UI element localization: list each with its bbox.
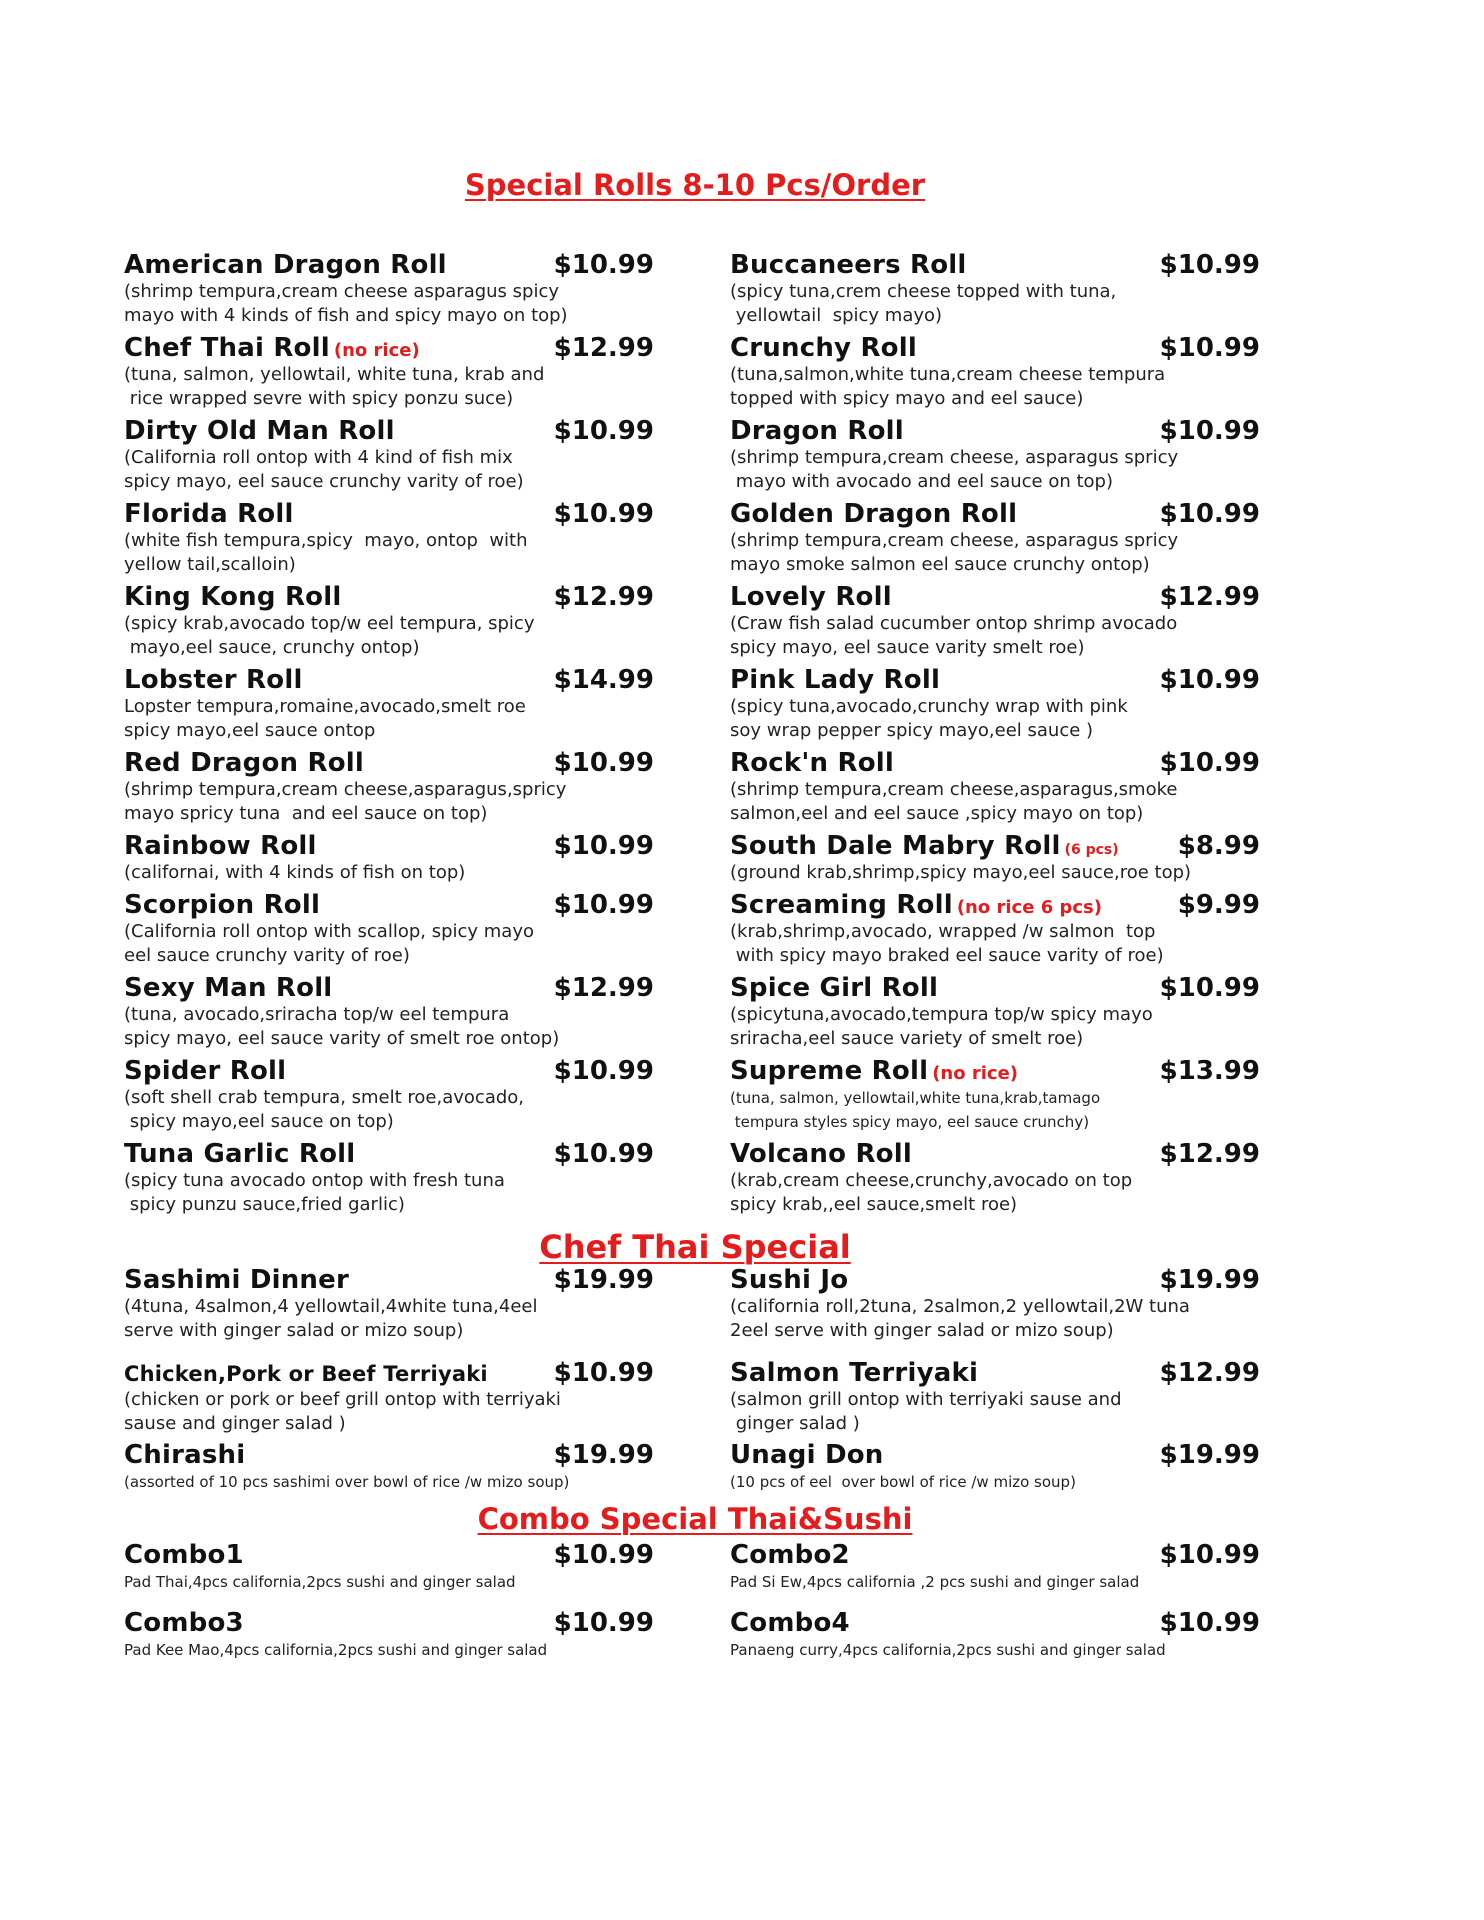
menu-item <box>730 1358 1260 1440</box>
menu-item-title <box>124 748 364 778</box>
item-price: $10.99 <box>553 499 654 529</box>
item-description: (spicy tuna,avocado,crunchy wrap with pink soy wrap pepper spicy mayo,eel sauce ) <box>730 696 1128 741</box>
item-name: Sushi Jo <box>730 1265 849 1295</box>
menu-item-header <box>730 1139 1260 1169</box>
item-description: (california roll,2tuna, 2salmon,2 yellowtail,2W tuna 2eel serve with ginger salad or mizo soup) <box>730 1296 1190 1341</box>
menu-item <box>730 582 1260 665</box>
menu-item <box>124 831 654 890</box>
item-name: Chicken,Pork or Beef Terriyaki <box>124 1362 488 1386</box>
item-name: Chef Thai Roll <box>124 333 330 363</box>
menu-item-header <box>124 250 654 280</box>
item-description: Pad Si Ew,4pcs california ,2 pcs sushi and ginger salad <box>730 1573 1140 1591</box>
item-name: Salmon Terriyaki <box>730 1358 979 1388</box>
item-name: Combo3 <box>124 1608 244 1638</box>
item-note: (no rice 6 pcs) <box>956 897 1102 918</box>
item-note: (no rice) <box>333 340 420 361</box>
menu-item-header <box>124 890 654 920</box>
menu-item <box>730 665 1260 748</box>
item-description: (spicy tuna avocado ontop with fresh tuna spicy punzu sauce,fried garlic) <box>124 1170 505 1215</box>
menu-item <box>730 250 1260 333</box>
menu-item <box>124 333 654 416</box>
menu-item <box>124 250 654 333</box>
chef-special-right-column <box>730 1265 1260 1500</box>
menu-item-title <box>730 416 904 446</box>
item-description: (Craw fish salad cucumber ontop shrimp avocado spicy mayo, eel sauce varity smelt roe) <box>730 613 1178 658</box>
menu-item <box>730 1608 1260 1668</box>
item-description: (spicytuna,avocado,tempura top/w spicy mayo sriracha,eel sauce variety of smelt roe) <box>730 1004 1153 1049</box>
menu-item <box>730 1265 1260 1358</box>
item-description: (californai, with 4 kinds of fish on top) <box>124 862 466 883</box>
menu-item <box>730 748 1260 831</box>
menu-item-header <box>124 333 654 363</box>
menu-item-header <box>730 250 1260 280</box>
menu-item-title <box>124 1608 244 1638</box>
menu-item <box>124 1440 654 1500</box>
item-price: $10.99 <box>1159 333 1260 363</box>
menu-item-title <box>124 890 320 920</box>
menu-item <box>124 1056 654 1139</box>
item-name: Rainbow Roll <box>124 831 317 861</box>
menu-item-title <box>124 1139 355 1169</box>
menu-item <box>730 1139 1260 1222</box>
item-note: (6 pcs) <box>1064 842 1119 858</box>
item-name: American Dragon Roll <box>124 250 447 280</box>
menu-item-header <box>730 1265 1260 1295</box>
menu-item-title <box>730 1540 850 1570</box>
menu-item-header <box>730 1056 1260 1086</box>
item-description: (shrimp tempura,cream cheese, asparagus spricy mayo with avocado and eel sauce on top) <box>730 447 1179 492</box>
menu-item-header <box>124 973 654 1003</box>
menu-item-header <box>124 1056 654 1086</box>
menu-item-title <box>124 665 303 695</box>
menu-item-header <box>124 582 654 612</box>
item-description: (chicken or pork or beef grill ontop with terriyaki sause and ginger salad ) <box>124 1389 561 1434</box>
menu-item <box>124 1358 654 1440</box>
menu-item-header <box>124 665 654 695</box>
item-price: $10.99 <box>553 831 654 861</box>
menu-item-header <box>124 748 654 778</box>
item-price: $10.99 <box>553 1139 654 1169</box>
item-description: (tuna, salmon, yellowtail, white tuna, krab and rice wrapped sevre with spicy ponzu suce) <box>124 364 545 409</box>
item-name: Lobster Roll <box>124 665 303 695</box>
item-description: (10 pcs of eel over bowl of rice /w mizo soup) <box>730 1473 1076 1491</box>
item-description: (shrimp tempura,cream cheese, asparagus spricy mayo smoke salmon eel sauce crunchy ontop) <box>730 530 1179 575</box>
item-description: (spicy tuna,crem cheese topped with tuna, yellowtail spicy mayo) <box>730 281 1117 326</box>
item-name: Chirashi <box>124 1440 246 1470</box>
menu-item-title <box>124 1440 245 1470</box>
item-price: $10.99 <box>1159 1540 1260 1570</box>
menu-item-title <box>730 499 1017 529</box>
item-name: Dragon Roll <box>730 416 904 446</box>
menu-item-title <box>124 250 447 280</box>
item-name: Combo2 <box>730 1540 850 1570</box>
item-description: (tuna, salmon, yellowtail,white tuna,krab,tamago tempura styles spicy mayo, eel sauce crunchy) <box>730 1089 1101 1131</box>
special-rolls-right-column <box>730 250 1260 1222</box>
item-name: Golden Dragon Roll <box>730 499 1018 529</box>
special-rolls-heading: Special Rolls 8-10 Pcs/Order <box>464 168 926 202</box>
menu-item-header <box>730 1608 1260 1638</box>
menu-item-title <box>124 333 420 363</box>
item-description: Pad Kee Mao,4pcs california,2pcs sushi and ginger salad <box>124 1641 548 1659</box>
menu-item-header <box>730 416 1260 446</box>
menu-item-title <box>124 499 294 529</box>
item-price: $10.99 <box>553 416 654 446</box>
menu-item-header <box>124 1440 654 1470</box>
item-description: (tuna, avocado,sriracha top/w eel tempura spicy mayo, eel sauce varity of smelt roe ontop) <box>124 1004 560 1049</box>
item-price: $12.99 <box>1159 582 1260 612</box>
item-name: Crunchy Roll <box>730 333 917 363</box>
item-description: (white fish tempura,spicy mayo, ontop with yellow tail,scalloin) <box>124 530 528 575</box>
menu-item-title <box>730 1265 848 1295</box>
menu-item <box>730 1056 1260 1139</box>
item-price: $19.99 <box>553 1265 654 1295</box>
menu-item-header <box>730 665 1260 695</box>
item-price: $10.99 <box>1159 748 1260 778</box>
menu-item <box>124 665 654 748</box>
item-price: $12.99 <box>553 973 654 1003</box>
item-price: $12.99 <box>1159 1358 1260 1388</box>
item-name: Sashimi Dinner <box>124 1265 349 1295</box>
menu-item-title <box>730 831 1119 861</box>
item-price: $12.99 <box>553 582 654 612</box>
menu-item-title <box>730 582 892 612</box>
combo-special-heading: Combo Special Thai&Sushi <box>477 1502 913 1536</box>
item-price: $10.99 <box>1159 1608 1260 1638</box>
item-description: (ground krab,shrimp,spicy mayo,eel sauce,roe top) <box>730 862 1192 883</box>
item-price: $19.99 <box>1159 1440 1260 1470</box>
item-description: (krab,cream cheese,crunchy,avocado on top spicy krab,,eel sauce,smelt roe) <box>730 1170 1133 1215</box>
menu-item-title <box>124 1540 244 1570</box>
item-name: Pink Lady Roll <box>730 665 941 695</box>
item-price: $10.99 <box>553 1608 654 1638</box>
item-price: $12.99 <box>553 333 654 363</box>
item-name: Buccaneers Roll <box>730 250 967 280</box>
menu-item-title <box>730 665 940 695</box>
item-price: $13.99 <box>1159 1056 1260 1086</box>
item-name: Combo1 <box>124 1540 244 1570</box>
menu-item <box>730 1540 1260 1608</box>
menu-item-header <box>124 1265 654 1295</box>
menu-item <box>730 333 1260 416</box>
item-description: (krab,shrimp,avocado, wrapped /w salmon top with spicy mayo braked eel sauce varity of roe) <box>730 921 1164 966</box>
item-name: Volcano Roll <box>730 1139 912 1169</box>
item-price: $10.99 <box>1159 973 1260 1003</box>
menu-item-title <box>730 973 938 1003</box>
menu-item-title <box>730 1056 1018 1086</box>
item-price: $10.99 <box>553 1358 654 1388</box>
menu-item-title <box>124 582 341 612</box>
item-price: $10.99 <box>553 890 654 920</box>
item-price: $19.99 <box>1159 1265 1260 1295</box>
menu-item <box>124 1608 654 1668</box>
item-price: $9.99 <box>1177 890 1260 920</box>
menu-item-header <box>124 831 654 861</box>
item-name: King Kong Roll <box>124 582 342 612</box>
menu-item-title <box>730 1608 850 1638</box>
item-description: (salmon grill ontop with terriyaki sause and ginger salad ) <box>730 1389 1122 1434</box>
menu-item <box>730 416 1260 499</box>
menu-item-title <box>124 831 317 861</box>
menu-item-header <box>124 1139 654 1169</box>
item-price: $10.99 <box>1159 665 1260 695</box>
item-price: $12.99 <box>1159 1139 1260 1169</box>
item-description: (assorted of 10 pcs sashimi over bowl of rice /w mizo soup) <box>124 1473 570 1491</box>
menu-item-title <box>730 1139 912 1169</box>
menu-item-header <box>124 1608 654 1638</box>
combo-left-column <box>124 1540 654 1668</box>
menu-item-title <box>730 1358 978 1388</box>
item-name: Tuna Garlic Roll <box>124 1139 356 1169</box>
menu-item-header <box>730 973 1260 1003</box>
menu-item <box>124 973 654 1056</box>
item-description: (California roll ontop with 4 kind of fish mix spicy mayo, eel sauce crunchy varity of roe) <box>124 447 524 492</box>
menu-item <box>124 1540 654 1608</box>
menu-item <box>730 973 1260 1056</box>
item-description: (soft shell crab tempura, smelt roe,avocado, spicy mayo,eel sauce on top) <box>124 1087 525 1132</box>
menu-item-title <box>124 1056 286 1086</box>
menu-item-header <box>730 333 1260 363</box>
item-description: (4tuna, 4salmon,4 yellowtail,4white tuna,4eel serve with ginger salad or mizo soup) <box>124 1296 538 1341</box>
item-price: $10.99 <box>553 1540 654 1570</box>
item-name: South Dale Mabry Roll <box>730 831 1061 861</box>
item-description: Lopster tempura,romaine,avocado,smelt roe spicy mayo,eel sauce ontop <box>124 696 526 741</box>
item-description: (shrimp tempura,cream cheese,asparagus,spricy mayo spricy tuna and eel sauce on top) <box>124 779 567 824</box>
item-description: (tuna,salmon,white tuna,cream cheese tempura topped with spicy mayo and eel sauce) <box>730 364 1166 409</box>
item-name: Spider Roll <box>124 1056 287 1086</box>
menu-item <box>124 890 654 973</box>
menu-item <box>124 748 654 831</box>
menu-item-header <box>730 1540 1260 1570</box>
item-price: $10.99 <box>553 1056 654 1086</box>
menu-item-title <box>124 1362 488 1386</box>
menu-item <box>730 499 1260 582</box>
item-description: Pad Thai,4pcs california,2pcs sushi and ginger salad <box>124 1573 516 1591</box>
item-price: $10.99 <box>1159 416 1260 446</box>
menu-item-header <box>730 831 1260 861</box>
item-note: (no rice) <box>932 1063 1019 1084</box>
item-description: (shrimp tempura,cream cheese asparagus spicy mayo with 4 kinds of fish and spicy mayo on top) <box>124 281 568 326</box>
menu-item-header <box>730 499 1260 529</box>
menu-item <box>124 1139 654 1222</box>
item-name: Florida Roll <box>124 499 294 529</box>
special-rolls-left-column <box>124 250 654 1222</box>
menu-item <box>124 1265 654 1358</box>
item-name: Unagi Don <box>730 1440 884 1470</box>
item-description: Panaeng curry,4pcs california,2pcs sushi and ginger salad <box>730 1641 1166 1659</box>
menu-item-title <box>730 890 1102 920</box>
item-name: Sexy Man Roll <box>124 973 333 1003</box>
item-name: Combo4 <box>730 1608 850 1638</box>
menu-item-header <box>730 1440 1260 1470</box>
menu-item <box>124 499 654 582</box>
item-description: (shrimp tempura,cream cheese,asparagus,smoke salmon,eel and eel sauce ,spicy mayo on top) <box>730 779 1178 824</box>
menu-item-title <box>730 748 894 778</box>
item-price: $10.99 <box>1159 250 1260 280</box>
menu-item-header <box>124 499 654 529</box>
menu-item-title <box>124 416 395 446</box>
item-name: Spice Girl Roll <box>730 973 939 1003</box>
item-name: Supreme Roll <box>730 1056 929 1086</box>
menu-item-header <box>124 1358 654 1388</box>
menu-item-header <box>730 582 1260 612</box>
item-name: Rock'n Roll <box>730 748 895 778</box>
menu-item-header <box>124 416 654 446</box>
menu-item-title <box>730 333 917 363</box>
combo-right-column <box>730 1540 1260 1668</box>
menu-item-header <box>124 1540 654 1570</box>
chef-thai-special-heading: Chef Thai Special <box>539 1228 851 1266</box>
item-name: Screaming Roll <box>730 890 953 920</box>
menu-item-title <box>730 1440 884 1470</box>
menu-item <box>124 582 654 665</box>
menu-item-title <box>124 973 332 1003</box>
item-name: Dirty Old Man Roll <box>124 416 395 446</box>
menu-item <box>730 831 1260 890</box>
menu-item-header <box>730 890 1260 920</box>
item-name: Scorpion Roll <box>124 890 321 920</box>
menu-item <box>124 416 654 499</box>
item-name: Red Dragon Roll <box>124 748 365 778</box>
item-price: $8.99 <box>1177 831 1260 861</box>
item-description: (spicy krab,avocado top/w eel tempura, spicy mayo,eel sauce, crunchy ontop) <box>124 613 535 658</box>
menu-item-header <box>730 748 1260 778</box>
item-price: $19.99 <box>553 1440 654 1470</box>
item-description: (California roll ontop with scallop, spicy mayo eel sauce crunchy varity of roe) <box>124 921 535 966</box>
menu-item-header <box>730 1358 1260 1388</box>
menu-item-title <box>730 250 967 280</box>
menu-item-title <box>124 1265 349 1295</box>
menu-item <box>730 1440 1260 1500</box>
chef-special-left-column <box>124 1265 654 1500</box>
item-name: Lovely Roll <box>730 582 892 612</box>
item-price: $14.99 <box>553 665 654 695</box>
menu-item <box>730 890 1260 973</box>
item-price: $10.99 <box>553 748 654 778</box>
item-price: $10.99 <box>1159 499 1260 529</box>
item-price: $10.99 <box>553 250 654 280</box>
